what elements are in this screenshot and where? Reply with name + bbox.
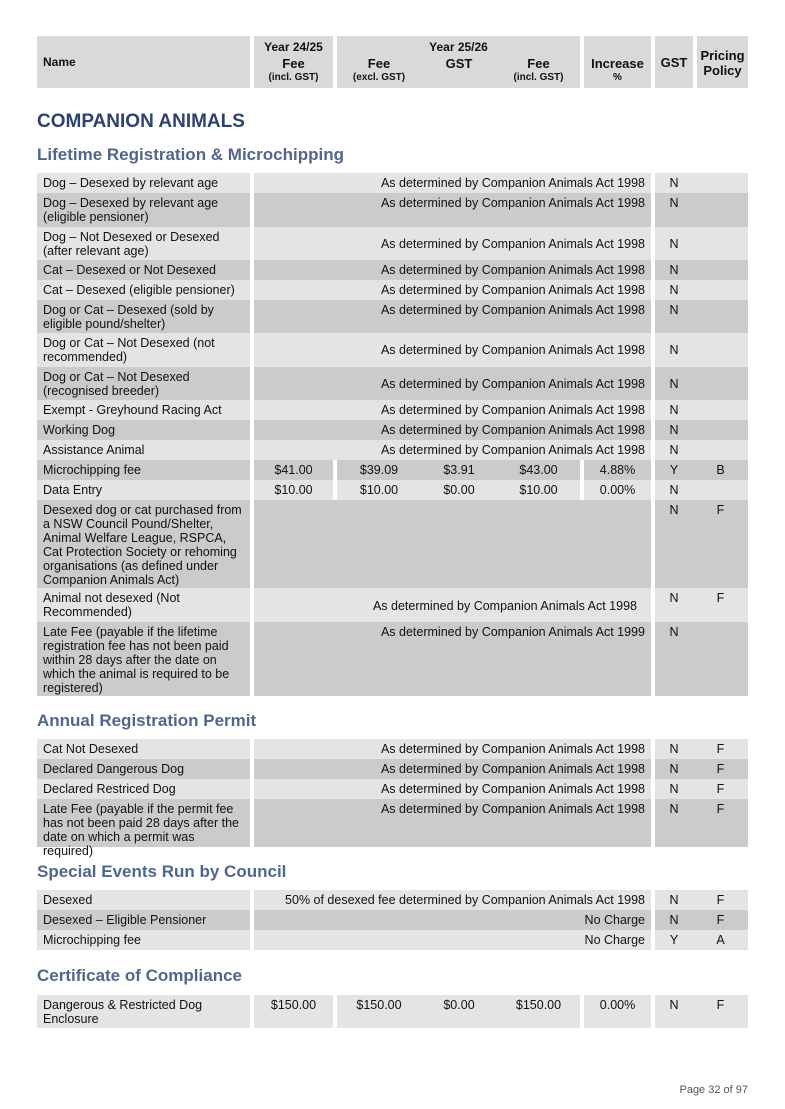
row-gst: N xyxy=(655,173,693,193)
row-fee-excl: $150.00 xyxy=(337,995,421,1028)
row-fee-incl: $150.00 xyxy=(497,995,580,1028)
table-row xyxy=(37,890,748,910)
table-row xyxy=(37,799,748,858)
row-policy xyxy=(693,622,748,696)
row-policy xyxy=(693,367,748,400)
row-fee-text: As determined by Companion Animals Act 1998 xyxy=(254,759,651,779)
header-fee-incl-sub: (incl. GST) xyxy=(513,72,564,83)
row-policy: B xyxy=(693,460,748,480)
header-year-b: Year 25/26 xyxy=(429,40,488,54)
row-policy: F xyxy=(693,995,748,1028)
row-gst: N xyxy=(655,420,693,440)
row-policy xyxy=(693,193,748,227)
row-name: Dog or Cat – Not Desexed (not recommended) xyxy=(37,333,250,367)
row-name: Working Dog xyxy=(37,420,250,440)
row-policy xyxy=(693,480,748,500)
row-policy: F xyxy=(693,779,748,799)
row-gst: N xyxy=(655,260,693,280)
row-policy: A xyxy=(693,930,748,950)
page-number: Page 32 of 97 xyxy=(679,1084,748,1096)
header-increase-cell xyxy=(584,36,651,88)
row-gst: N xyxy=(655,367,693,400)
header-fee-a-sub: (incl. GST) xyxy=(268,72,319,83)
row-fee-text: No Charge xyxy=(254,930,651,950)
row-name: Assistance Animal xyxy=(37,440,250,460)
row-name: Exempt - Greyhound Racing Act xyxy=(37,400,250,420)
table-row xyxy=(37,280,748,300)
row-name: Animal not desexed (Not Recommended) xyxy=(37,588,250,622)
table-row xyxy=(37,440,748,460)
row-gst: Y xyxy=(655,930,693,950)
row-gst: N xyxy=(655,333,693,367)
row-fee-prev: $150.00 xyxy=(254,995,333,1028)
row-policy xyxy=(693,280,748,300)
row-gst: N xyxy=(655,300,693,333)
row-name: Desexed dog or cat purchased from a NSW Council Pound/Shelter, Animal Welfare League, RSPCA, Cat Protection Society or rehoming organisations (as defined under Companion Animals Act) xyxy=(37,500,250,588)
row-gst: N xyxy=(655,588,693,622)
row-fee-text: As determined by Companion Animals Act 1998 xyxy=(254,739,651,759)
table-certificate xyxy=(37,995,748,1028)
table-row xyxy=(37,227,748,260)
row-name: Dog – Not Desexed or Desexed (after relevant age) xyxy=(37,227,250,260)
row-name: Cat – Desexed (eligible pensioner) xyxy=(37,280,250,300)
row-fee-text: As determined by Companion Animals Act 1998 xyxy=(254,799,651,847)
header-fee-excl-sub: (excl. GST) xyxy=(352,72,406,83)
table-row xyxy=(37,739,748,759)
table-row xyxy=(37,420,748,440)
table-lifetime xyxy=(37,173,748,696)
row-gst: N xyxy=(655,193,693,227)
row-name: Late Fee (payable if the lifetime registration fee has not been paid within 28 days after the date on which the animal is required to be registered) xyxy=(37,622,250,696)
row-policy: F xyxy=(693,739,748,759)
table-row xyxy=(37,193,748,227)
row-name: Late Fee (payable if the permit fee has not been paid 28 days after the date on which a permit was required) xyxy=(37,799,250,847)
header-percent: % xyxy=(613,72,622,83)
row-fee-text: 50% of desexed fee determined by Companion Animals Act 1998 xyxy=(254,890,651,910)
row-gst: N xyxy=(655,500,693,588)
row-name: Microchipping fee xyxy=(37,460,250,480)
row-policy: F xyxy=(693,759,748,779)
header-year-a-cell xyxy=(254,36,333,88)
page-title: COMPANION ANIMALS xyxy=(37,111,245,132)
table-row xyxy=(37,500,748,588)
section-title-events: Special Events Run by Council xyxy=(37,862,287,881)
table-row xyxy=(37,910,748,930)
row-gst: N xyxy=(655,739,693,759)
table-row xyxy=(37,930,748,950)
row-fee-text: As determined by Companion Animals Act 1998 xyxy=(254,440,651,460)
row-gst: N xyxy=(655,622,693,696)
row-fee-text: As determined by Companion Animals Act 1998 xyxy=(254,193,651,227)
row-policy xyxy=(693,300,748,333)
row-name: Microchipping fee xyxy=(37,930,250,950)
row-fee-text: As determined by Companion Animals Act 1998 xyxy=(254,588,651,622)
header-name: Name xyxy=(43,55,76,69)
row-gst: Y xyxy=(655,460,693,480)
table-row xyxy=(37,300,748,333)
section-title-annual: Annual Registration Permit xyxy=(37,711,257,730)
row-name: Data Entry xyxy=(37,480,250,500)
header-gst: GST xyxy=(660,55,688,70)
header-pricing: Pricing xyxy=(700,48,745,63)
table-row xyxy=(37,400,748,420)
row-fee-incl: $43.00 xyxy=(497,460,580,480)
row-gst-amount: $0.00 xyxy=(421,995,497,1028)
table-row xyxy=(37,995,748,1028)
row-fee-text: No Charge xyxy=(254,910,651,930)
row-name: Desexed xyxy=(37,890,250,910)
row-fee-text: As determined by Companion Animals Act 1998 xyxy=(254,367,651,400)
row-name: Dog – Desexed by relevant age (eligible pensioner) xyxy=(37,193,250,227)
header-name-cell xyxy=(37,36,250,88)
header-fee-a: Fee xyxy=(282,56,305,71)
table-row xyxy=(37,480,748,500)
row-gst-amount: $0.00 xyxy=(421,480,497,500)
row-name: Cat – Desexed or Not Desexed xyxy=(37,260,250,280)
row-policy: F xyxy=(693,500,748,588)
row-fee-prev: $10.00 xyxy=(254,480,333,500)
row-fee-text xyxy=(254,500,651,588)
row-policy xyxy=(693,420,748,440)
table-row xyxy=(37,779,748,799)
table-row xyxy=(37,759,748,779)
row-policy xyxy=(693,173,748,193)
row-policy xyxy=(693,440,748,460)
header-policy: Policy xyxy=(703,63,742,78)
section-title-certificate: Certificate of Compliance xyxy=(37,966,242,985)
header-year-b-cell xyxy=(337,36,580,88)
row-fee-text: As determined by Companion Animals Act 1998 xyxy=(254,300,651,333)
row-fee-excl: $39.09 xyxy=(337,460,421,480)
row-fee-text: As determined by Companion Animals Act 1998 xyxy=(254,420,651,440)
row-gst-amount: $3.91 xyxy=(421,460,497,480)
header-fee-excl: Fee xyxy=(367,56,391,71)
table-row xyxy=(37,622,748,696)
row-fee-text: As determined by Companion Animals Act 1998 xyxy=(254,260,651,280)
header-year-a: Year 24/25 xyxy=(264,40,323,54)
row-policy: F xyxy=(693,588,748,622)
table-row xyxy=(37,367,748,400)
row-fee-text: As determined by Companion Animals Act 1999 xyxy=(254,622,651,696)
row-gst: N xyxy=(655,759,693,779)
table-header xyxy=(37,36,748,88)
row-increase: 4.88% xyxy=(584,460,651,480)
row-gst: N xyxy=(655,440,693,460)
row-fee-prev: $41.00 xyxy=(254,460,333,480)
row-gst: N xyxy=(655,779,693,799)
header-pricing-cell xyxy=(697,36,748,88)
row-name: Desexed – Eligible Pensioner xyxy=(37,910,250,930)
row-policy xyxy=(693,260,748,280)
table-events xyxy=(37,890,748,950)
row-increase: 0.00% xyxy=(584,480,651,500)
row-fee-text: As determined by Companion Animals Act 1998 xyxy=(254,779,651,799)
row-increase: 0.00% xyxy=(584,995,651,1028)
row-policy: F xyxy=(693,910,748,930)
table-row xyxy=(37,260,748,280)
row-gst: N xyxy=(655,890,693,910)
row-policy xyxy=(693,333,748,367)
row-gst: N xyxy=(655,910,693,930)
row-gst: N xyxy=(655,280,693,300)
row-fee-incl: $10.00 xyxy=(497,480,580,500)
row-name: Dog or Cat – Not Desexed (recognised breeder) xyxy=(37,367,250,400)
row-name: Dog – Desexed by relevant age xyxy=(37,173,250,193)
header-increase: Increase xyxy=(591,56,644,71)
table-row xyxy=(37,460,748,480)
row-gst: N xyxy=(655,227,693,260)
table-row xyxy=(37,173,748,193)
table-row xyxy=(37,333,748,367)
row-policy: F xyxy=(693,799,748,847)
row-name: Cat Not Desexed xyxy=(37,739,250,759)
row-fee-text: As determined by Companion Animals Act 1998 xyxy=(254,173,651,193)
header-gst-amount: GST xyxy=(445,56,473,71)
row-fee-text: As determined by Companion Animals Act 1998 xyxy=(254,227,651,260)
section-title-lifetime: Lifetime Registration & Microchipping xyxy=(37,145,344,164)
row-fee-excl: $10.00 xyxy=(337,480,421,500)
row-name: Dog or Cat – Desexed (sold by eligible pound/shelter) xyxy=(37,300,250,333)
row-gst: N xyxy=(655,480,693,500)
row-name: Declared Restriced Dog xyxy=(37,779,250,799)
header-gst-cell xyxy=(655,36,693,88)
row-name: Declared Dangerous Dog xyxy=(37,759,250,779)
row-fee-text: As determined by Companion Animals Act 1998 xyxy=(254,280,651,300)
table-annual xyxy=(37,739,748,858)
row-fee-text: As determined by Companion Animals Act 1998 xyxy=(254,400,651,420)
header-fee-incl: Fee xyxy=(527,56,550,71)
row-gst: N xyxy=(655,995,693,1028)
row-name: Dangerous & Restricted Dog Enclosure xyxy=(37,995,250,1028)
row-gst: N xyxy=(655,400,693,420)
row-policy xyxy=(693,400,748,420)
row-policy xyxy=(693,227,748,260)
row-fee-text: As determined by Companion Animals Act 1998 xyxy=(254,333,651,367)
row-policy: F xyxy=(693,890,748,910)
table-row xyxy=(37,588,748,622)
row-gst: N xyxy=(655,799,693,847)
